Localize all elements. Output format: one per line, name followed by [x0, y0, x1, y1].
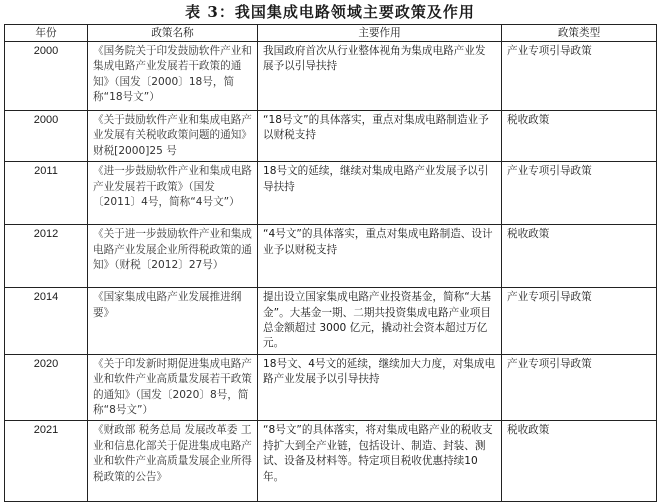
- cell-year: 2011: [5, 162, 88, 225]
- cell-year: 2020: [5, 354, 88, 421]
- header-main-effect: 主要作用: [258, 25, 502, 42]
- cell-policy-name: 《进一步鼓励软件产业和集成电路产业发展若干政策》（国发〔2011〕4号，简称“4号文”）: [88, 162, 258, 225]
- cell-year: 2021: [5, 421, 88, 502]
- cell-year: 2014: [5, 288, 88, 355]
- cell-year: 2012: [5, 225, 88, 288]
- cell-policy-type: 税收政策: [502, 111, 657, 162]
- table-row: [5, 421, 657, 502]
- cell-effect: 我国政府首次从行业整体视角为集成电路产业发展予以引导扶持: [258, 42, 502, 111]
- cell-effect: 提出设立国家集成电路产业投资基金，简称“大基金”。大基金一期、二期共投资集成电路产业项目总金额超过 3000 亿元，撬动社会资本超过万亿元。: [258, 288, 502, 355]
- cell-policy-name: 《国家集成电路产业发展推进纲要》: [88, 288, 258, 355]
- cell-effect: “4号文”的具体落实，重点对集成电路制造、设计业予以财税支持: [258, 225, 502, 288]
- table-header-row: [5, 25, 657, 42]
- header-policy-type: 政策类型: [502, 25, 657, 42]
- cell-policy-type: 产业专项引导政策: [502, 354, 657, 421]
- cell-policy-name: 《关于进一步鼓励软件产业和集成电路产业发展企业所得税政策的通知》（财税〔2012〕27号）: [88, 225, 258, 288]
- cell-policy-name: 《关于鼓励软件产业和集成电路产业发展有关税收政策问题的通知》 财税[2000]25 号: [88, 111, 258, 162]
- cell-policy-type: 税收政策: [502, 225, 657, 288]
- table-row: [5, 111, 657, 162]
- table-row: [5, 225, 657, 288]
- cell-policy-name: 《关于印发新时期促进集成电路产业和软件产业高质量发展若干政策的通知》（国发〔2020〕8号，简称“8号文”）: [88, 354, 258, 421]
- cell-effect: 18号文的延续，继续对集成电路产业发展予以引导扶持: [258, 162, 502, 225]
- cell-policy-type: 税收政策: [502, 421, 657, 502]
- table-row: [5, 354, 657, 421]
- cell-policy-name: 《国务院关于印发鼓励软件产业和集成电路产业发展若干政策的通知》（国发〔2000〕18号，简称“18号文”）: [88, 42, 258, 111]
- table-row: [5, 162, 657, 225]
- header-policy-name: 政策名称: [88, 25, 258, 42]
- cell-effect: 18号文、4号文的延续，继续加大力度，对集成电路产业发展予以引导扶持: [258, 354, 502, 421]
- cell-policy-type: 产业专项引导政策: [502, 42, 657, 111]
- cell-policy-type: 产业专项引导政策: [502, 288, 657, 355]
- table-row: [5, 288, 657, 355]
- cell-year: 2000: [5, 42, 88, 111]
- cell-policy-type: 产业专项引导政策: [502, 162, 657, 225]
- cell-year: 2000: [5, 111, 88, 162]
- table-row: [5, 42, 657, 111]
- table-title: 表 3：我国集成电路领域主要政策及作用: [185, 3, 475, 21]
- cell-effect: “8号文”的具体落实，将对集成电路产业的税收支持扩大到全产业链，包括设计、制造、封装、测试、设备及材料等。特定项目税收优惠持续10年。: [258, 421, 502, 502]
- cell-effect: “18号文”的具体落实，重点对集成电路制造业予以财税支持: [258, 111, 502, 162]
- header-year: 年份: [5, 25, 88, 42]
- cell-policy-name: 《财政部 税务总局 发展改革委 工业和信息化部关于促进集成电路产业和软件产业高质量发展企业所得税政策的公告》: [88, 421, 258, 502]
- policy-table: [4, 24, 657, 502]
